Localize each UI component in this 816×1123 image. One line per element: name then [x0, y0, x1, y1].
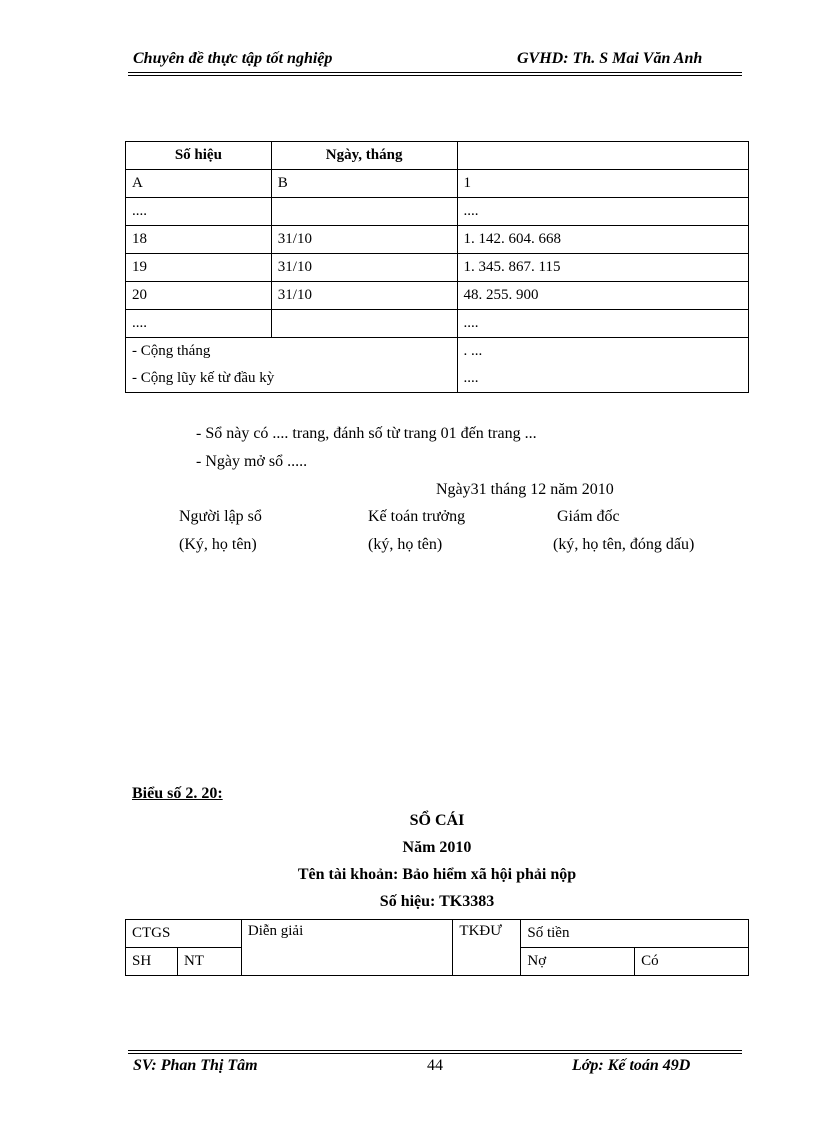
table-cell — [271, 310, 457, 338]
header-rule-2 — [128, 75, 742, 76]
col-header-so-tien: Số tiền — [521, 920, 749, 948]
table-cell: .... — [457, 310, 749, 338]
table-cell: 1 — [457, 170, 749, 198]
summary-values — [457, 338, 749, 393]
summary-labels — [126, 338, 458, 393]
signature-role-chief-accountant: Kế toán trưởng — [368, 508, 466, 525]
form-label: Biểu số 2. 20: — [132, 785, 223, 802]
signature-note-director: (ký, họ tên, đóng dấu) — [553, 536, 695, 553]
summary-month-value: . ... — [463, 343, 483, 359]
ledger-table-2 — [125, 919, 749, 976]
table-cell: .... — [126, 198, 272, 226]
table-cell: 48. 255. 900 — [457, 282, 749, 310]
table-cell: 31/10 — [271, 282, 457, 310]
table-cell: 31/10 — [271, 254, 457, 282]
table-row — [126, 254, 749, 282]
account-number: Số hiệu: TK3383 — [379, 893, 495, 910]
table-cell: 19 — [126, 254, 272, 282]
footer-rule-2 — [128, 1053, 742, 1054]
footer-rule-1 — [128, 1050, 742, 1051]
col-header-ctgs: CTGS — [126, 920, 242, 948]
note-pages: - Sổ này có .... trang, đánh số từ trang 01 đến trang ... — [196, 425, 537, 442]
table-cell: .... — [457, 198, 749, 226]
table-cell: A — [126, 170, 272, 198]
table-cell: 20 — [126, 282, 272, 310]
signature-role-director: Giám đốc — [557, 508, 620, 525]
table-row — [126, 310, 749, 338]
table-cell: .... — [126, 310, 272, 338]
header-supervisor: GVHD: Th. S Mai Văn Anh — [517, 50, 703, 67]
col-header-ngay-thang: Ngày, tháng — [271, 142, 457, 170]
signature-role-preparer: Người lập sổ — [179, 508, 262, 525]
table-summary-row — [126, 338, 749, 393]
col-header-nt: NT — [177, 948, 241, 976]
signature-date: Ngày31 tháng 12 năm 2010 — [436, 481, 614, 498]
col-header-sh: SH — [126, 948, 178, 976]
header-title: Chuyên đề thực tập tốt nghiệp — [133, 50, 333, 67]
table-row — [126, 170, 749, 198]
account-name: Tên tài khoản: Bảo hiểm xã hội phải nộp — [297, 866, 577, 883]
table-header-row — [126, 142, 749, 170]
col-header-co: Có — [635, 948, 749, 976]
summary-cumulative-label: - Cộng lũy kế từ đầu kỳ — [132, 370, 275, 386]
summary-month-label: - Cộng tháng — [132, 343, 211, 359]
col-header-dien-giai: Diễn giải — [241, 920, 453, 976]
ledger-table-1 — [125, 141, 749, 393]
note-open-date: - Ngày mở sổ ..... — [196, 453, 308, 470]
table-cell: 18 — [126, 226, 272, 254]
table-cell: 1. 345. 867. 115 — [457, 254, 749, 282]
footer-student: SV: Phan Thị Tâm — [133, 1057, 258, 1074]
table-header-row — [126, 920, 749, 948]
table-cell: 31/10 — [271, 226, 457, 254]
col-header-amount — [457, 142, 749, 170]
ledger-title: SỔ CÁI — [409, 812, 465, 829]
table-row — [126, 226, 749, 254]
table-row — [126, 198, 749, 226]
signature-note-preparer: (Ký, họ tên) — [179, 536, 257, 553]
page-number: 44 — [427, 1057, 443, 1074]
table-cell — [271, 198, 457, 226]
summary-cumulative-value: .... — [463, 370, 479, 386]
table-cell: B — [271, 170, 457, 198]
ledger-year: Năm 2010 — [402, 839, 472, 856]
footer-class: Lớp: Kế toán 49D — [572, 1057, 691, 1074]
col-header-tkdu: TKĐƯ — [453, 920, 521, 976]
table-row — [126, 282, 749, 310]
signature-note-chief-accountant: (ký, họ tên) — [368, 536, 443, 553]
table-cell: 1. 142. 604. 668 — [457, 226, 749, 254]
col-header-no: Nợ — [521, 948, 635, 976]
col-header-so-hieu: Số hiệu — [126, 142, 272, 170]
header-rule-1 — [128, 72, 742, 73]
